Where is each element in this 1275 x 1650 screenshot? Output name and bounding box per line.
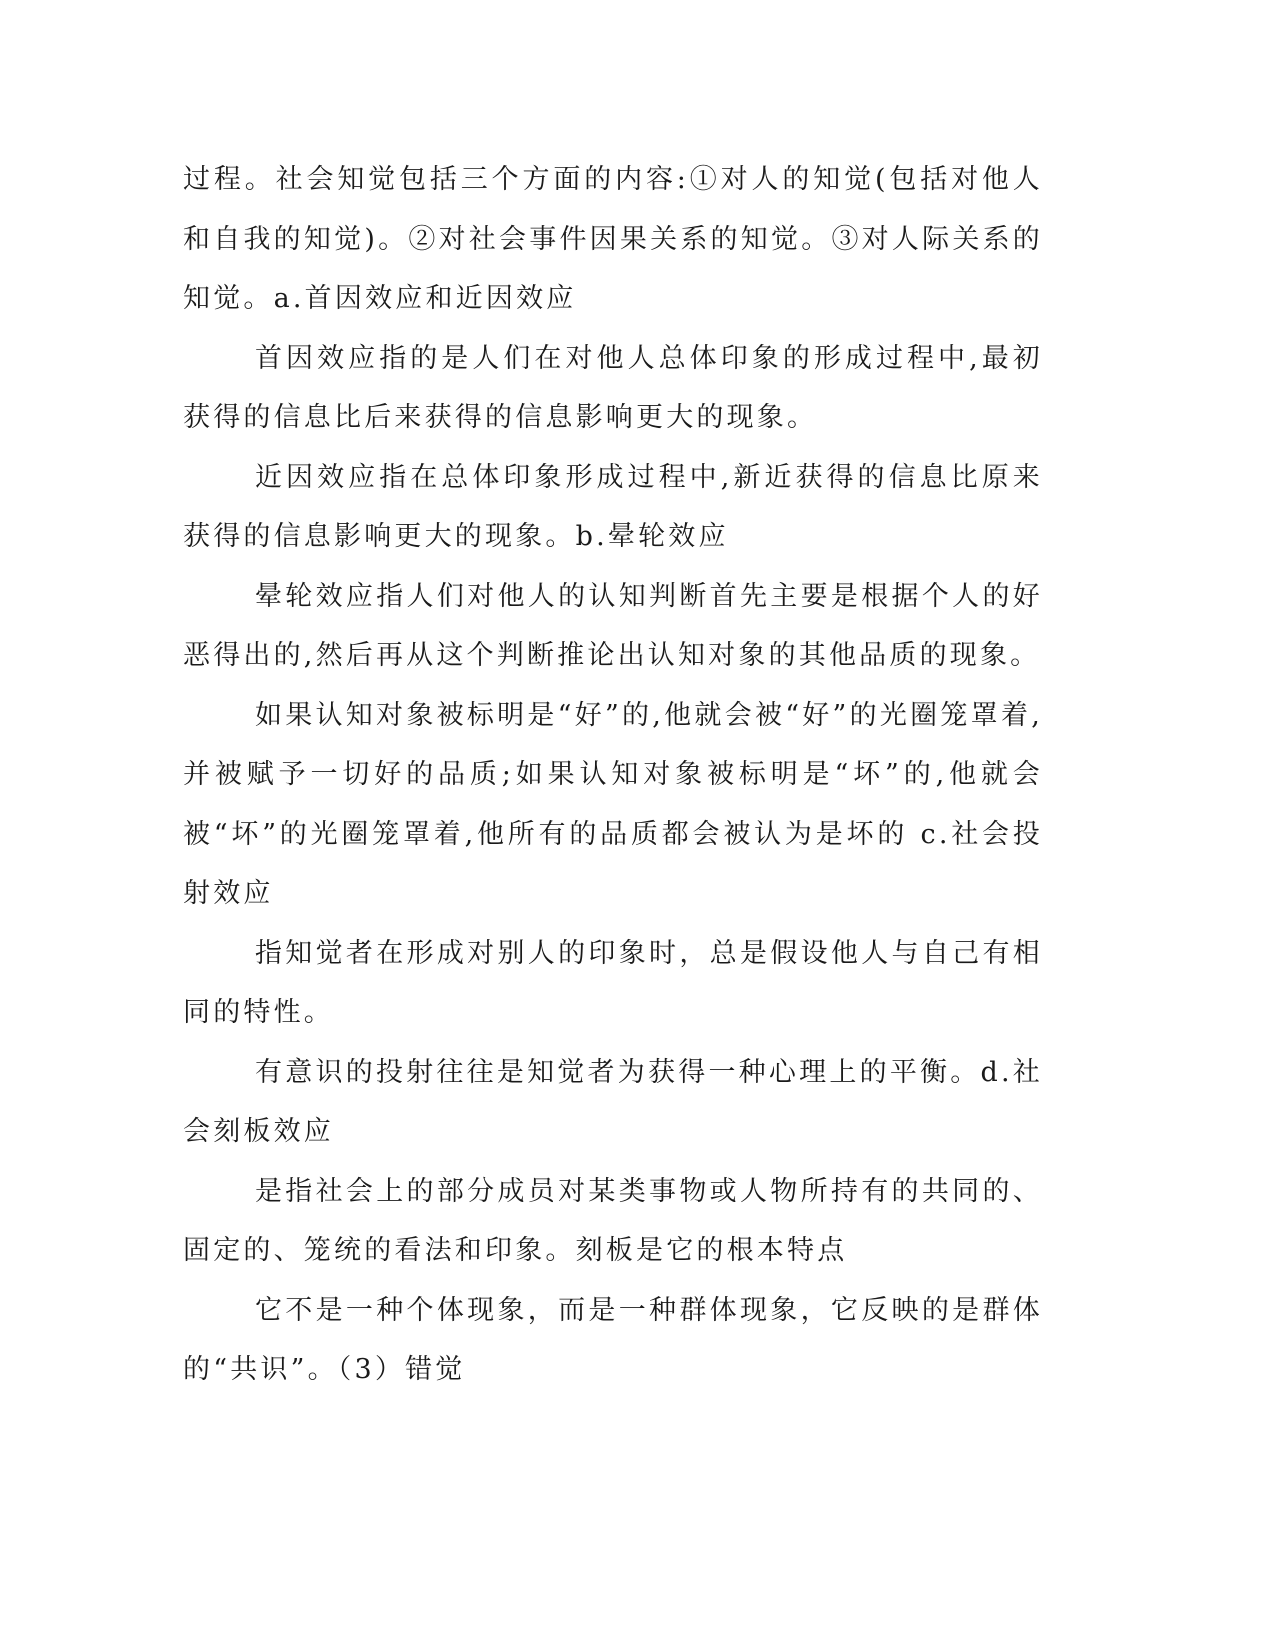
paragraph-halo-detail: 如果认知对象被标明是“好”的,他就会被“好”的光圈笼罩着,并被赋予一切好的品质;如果认知对象被标明是“坏”的,他就会被“坏”的光圈笼罩着,他所有的品质都会被认为是坏的 c.社会投射效应: [183, 699, 1043, 909]
paragraph-stereotype-group: 它不是一种个体现象，而是一种群体现象，它反映的是群体的“共识”。（3）错觉: [183, 1294, 1043, 1385]
document-body: [183, 150, 1043, 1400]
paragraph-primacy-effect: 首因效应指的是人们在对他人总体印象的形成过程中,最初获得的信息比后来获得的信息影响更大的现象。: [183, 342, 1043, 433]
paragraph-projection-effect: 指知觉者在形成对别人的印象时，总是假设他人与自己有相同的特性。: [183, 937, 1043, 1028]
paragraph-stereotype-definition: 是指社会上的部分成员对某类事物或人物所持有的共同的、固定的、笼统的看法和印象。刻板是它的根本特点: [183, 1175, 1043, 1266]
paragraph-recency-effect: 近因效应指在总体印象形成过程中,新近获得的信息比原来获得的信息影响更大的现象。b.晕轮效应: [183, 461, 1043, 552]
paragraph-social-perception: 过程。社会知觉包括三个方面的内容:①对人的知觉(包括对他人和自我的知觉)。②对社会事件因果关系的知觉。③对人际关系的知觉。a.首因效应和近因效应: [183, 164, 1043, 314]
paragraph-conscious-projection: 有意识的投射往往是知觉者为获得一种心理上的平衡。d.社会刻板效应: [183, 1056, 1043, 1147]
paragraph-halo-effect: 晕轮效应指人们对他人的认知判断首先主要是根据个人的好恶得出的,然后再从这个判断推论出认知对象的其他品质的现象。: [183, 580, 1043, 671]
